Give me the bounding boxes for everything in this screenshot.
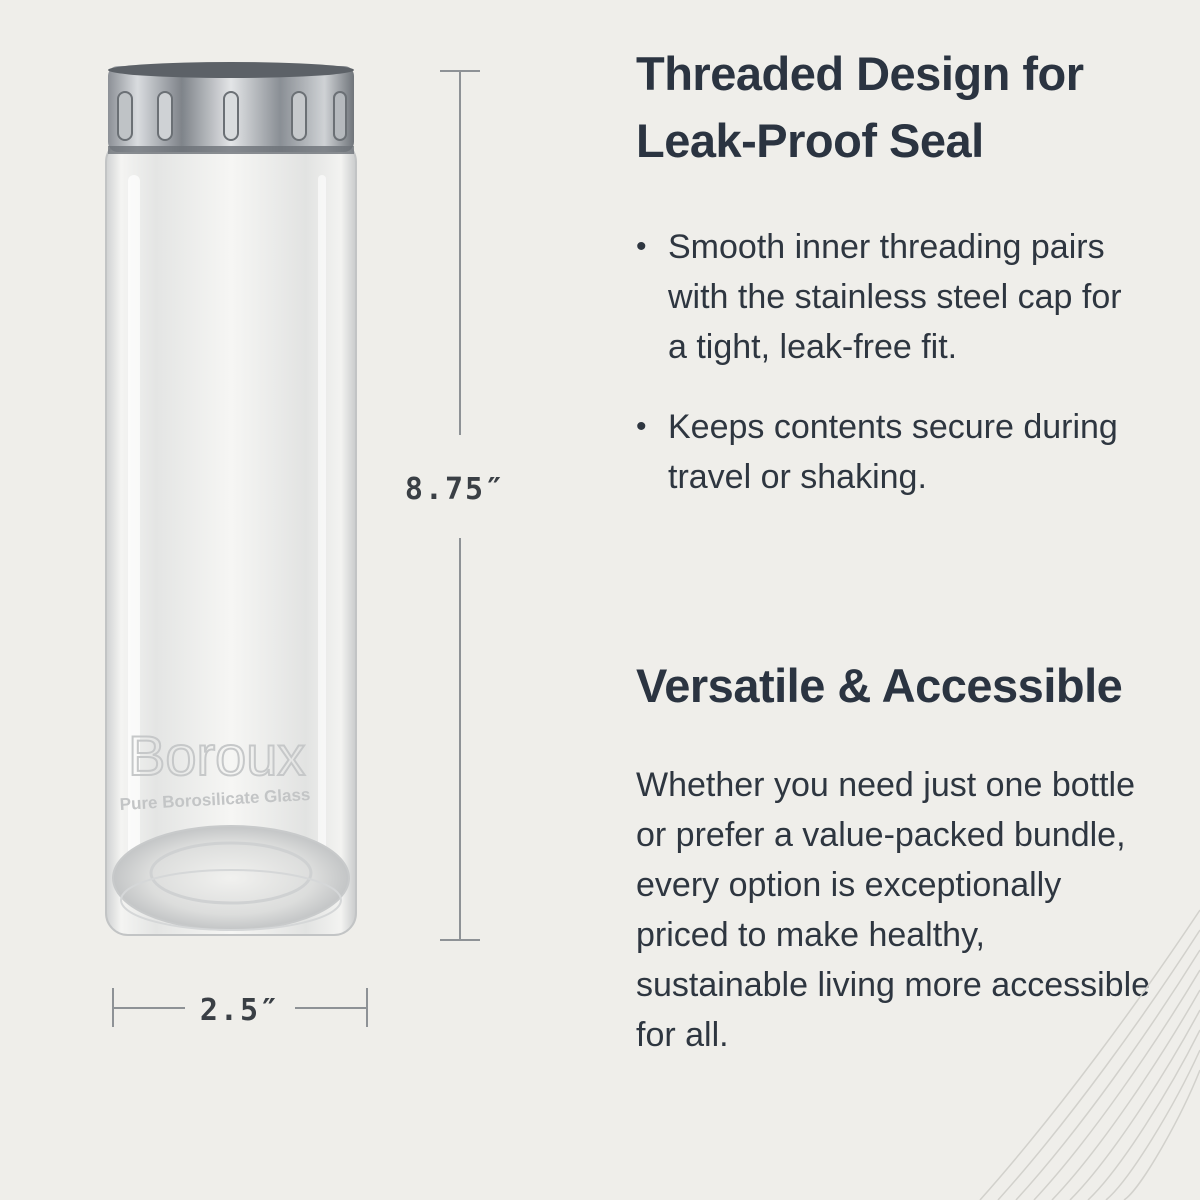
bullet-text: Keeps contents secure during travel or shaking. bbox=[668, 408, 1118, 496]
feature-bullet-list bbox=[636, 222, 1136, 532]
glass-body bbox=[106, 140, 356, 935]
width-label: 2.5″ bbox=[190, 993, 290, 1028]
decorative-lines bbox=[940, 880, 1200, 1200]
section-heading-versatile: Versatile & Accessible bbox=[636, 659, 1123, 712]
brand-etching: Boroux bbox=[128, 724, 306, 787]
bullet-dot-icon: • bbox=[636, 230, 647, 263]
bottle-etching bbox=[119, 724, 311, 814]
section-body-versatile: Whether you need just one bottle or prefer a value-packed bundle, every option is exceptionally priced to make healthy, sustainable living more accessible for all. bbox=[636, 766, 1151, 1054]
tagline-etching: Pure Borosilicate Glass bbox=[119, 785, 311, 814]
bullet-item bbox=[636, 222, 1136, 372]
bullet-dot-icon: • bbox=[636, 410, 647, 443]
bullet-item bbox=[636, 402, 1136, 502]
steel-cap bbox=[108, 62, 354, 154]
bullet-text: Smooth inner threading pairs with the stainless steel cap for a tight, leak-free fit. bbox=[668, 228, 1122, 366]
section-heading-threaded: Threaded Design for Leak-Proof Seal bbox=[636, 47, 1084, 167]
height-label: 8.75″ bbox=[400, 472, 510, 507]
